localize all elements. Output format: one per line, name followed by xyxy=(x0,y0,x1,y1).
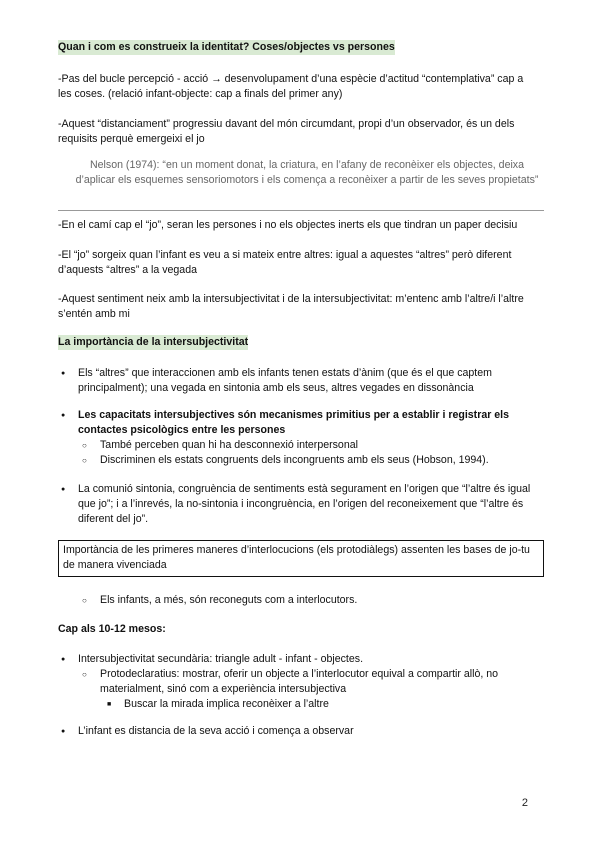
paragraph-intersubjectivity-feeling: -Aquest sentiment neix amb la intersubjectivitat i de la intersubjectivitat: m’entenc amb l’altre/i l’altre s’entén amb mi xyxy=(58,293,524,320)
sub-list-item: ○ Protodeclaratius: mostrar, oferir un objecte a l’interlocutor equival a compartir allò, no materialment, sinó com a experiència intersubjectiva xyxy=(58,667,544,697)
paragraph-self-emergence: -El “jo” sorgeix quan l’infant es veu a si mateix entre altres: igual a aquestes “altres” però diferent d’aquests “altres” a la vegada xyxy=(58,249,512,276)
list-item-bold: ● Les capacitats intersubjectives són mecanismes primitius per a establir i registrar els contactes psicològics entre les persones xyxy=(58,408,544,438)
bullet-list-b xyxy=(58,408,544,468)
nelson-quote: Nelson (1974): “en un moment donat, la criatura, en l’afany de reconèixer els objectes, deixa d’aplicar els esquemes sensoriomotors i els comença a reconèixer a partir de les seves propietats” xyxy=(75,159,539,186)
paragraph-distancing: -Aquest “distanciament” progressiu davant del món circumdant, propi d’un observador, és un dels requisits perquè emergeixi el jo xyxy=(58,118,515,145)
list-item: ● Els “altres” que interaccionen amb els infants tenen estats d’ànim (que és el que captem principalment); una vegada en sintonia amb els seus, altres vegades en dissonància xyxy=(58,366,544,396)
list-item: ● Intersubjectivitat secundària: triangle adult - infant - objectes. xyxy=(58,652,544,667)
section-heading-intersubjectivity: La importància de la intersubjectivitat xyxy=(58,336,249,348)
sub-list-item: ○ Discriminen els estats congruents dels incongruents amb els seus (Hobson, 1994). xyxy=(58,453,544,468)
sub-sub-list-item: ■ Buscar la mirada implica reconèixer a l’altre xyxy=(58,697,544,712)
section-heading-identity: Quan i com es construeix la identitat? Coses/objectes vs persones xyxy=(58,41,395,53)
list-item: ● La comunió sintonia, congruència de sentiments està segurament en l’origen que “l’altre és igual que jo”; i a l’inrevés, la no-sintonia i incongruència, en l’origen del reconeixement que “l’altre és diferent del jo”. xyxy=(58,482,544,527)
sub-list-item: ○ Els infants, a més, són reconeguts com a interlocutors. xyxy=(58,593,544,608)
bullet-list-e xyxy=(58,652,544,712)
list-item: ● L’infant es distancia de la seva acció i comença a observar xyxy=(58,724,544,739)
bullet-list-a xyxy=(58,366,544,396)
paragraph-perception-action: -Pas del bucle percepció - acció → desenvolupament d’una espècie d’actitud “contemplativa” cap a les coses. (relació infant-objecte: cap a finals del primer any) xyxy=(58,73,524,100)
bullet-list-d xyxy=(58,593,544,608)
paragraph-persons-role: -En el camí cap el “jo”, seran les persones i no els objectes inerts els que tindran un paper decisiu xyxy=(58,219,518,231)
bullet-list-c xyxy=(58,482,544,527)
page-number: 2 xyxy=(521,797,528,809)
section-divider xyxy=(58,210,544,211)
sub-list-item: ○ També perceben quan hi ha desconnexió interpersonal xyxy=(58,438,544,453)
highlight-box-text: Importància de les primeres maneres d’interlocucions (els protodiàlegs) assenten les bases de jo-tu de manera vivenciada xyxy=(63,544,530,571)
highlight-box xyxy=(58,540,544,577)
bullet-list-f xyxy=(58,724,544,739)
section-heading-10-12-months: Cap als 10-12 mesos: xyxy=(58,623,166,635)
